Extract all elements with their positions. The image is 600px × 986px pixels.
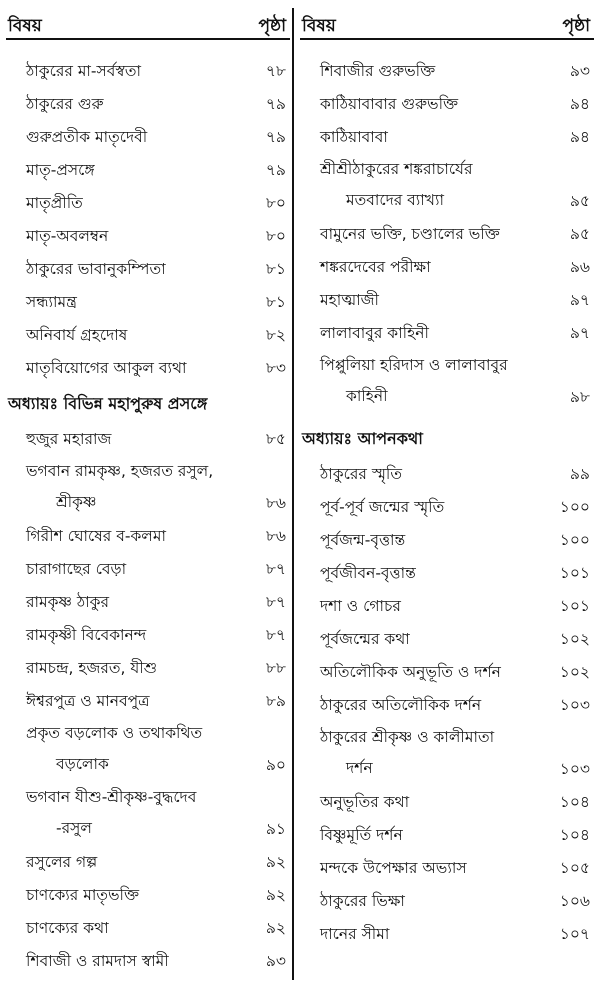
entry-title: ঠাকুরের স্মৃতি: [320, 465, 402, 483]
entry-title: ভগবান যীশু-শ্রীকৃষ্ণ-বুদ্ধদেব: [26, 788, 197, 806]
toc-entry: [6, 187, 290, 220]
entry-page-number: ১০৩: [559, 696, 590, 714]
entry-title: মন্দকে উপেক্ষার অভ্যাস: [320, 859, 467, 877]
toc-entry: [300, 623, 594, 656]
entry-page-number: ১০১: [559, 564, 590, 582]
entry-page-number: ৮৭: [265, 560, 286, 578]
entry-page-number: ৯২: [265, 919, 286, 937]
toc-entry: [300, 885, 594, 918]
entry-page-number: ১০০: [559, 498, 590, 516]
entry-title: কাঠিয়াবাবার গুরুভক্তি: [320, 95, 459, 113]
entry-title: গিরীশ ঘোষের ব-কলমা: [26, 527, 166, 545]
entry-title: মাতৃ-অবলম্বন: [26, 227, 109, 245]
entry-page-number: ১০১: [559, 597, 590, 615]
entry-title: ঈশ্বরপুত্র ও মানবপুত্র: [26, 692, 150, 710]
right-column: [300, 0, 594, 951]
toc-entry: [6, 154, 290, 187]
entry-title: বামুনের ভক্তি, চণ্ডালের ভক্তি: [320, 225, 500, 243]
entry-title: অনুভূতির কথা: [320, 793, 410, 811]
entry-page-number: ৯৩: [569, 62, 590, 80]
toc-entry: [6, 846, 290, 879]
entry-title: চারাগাছের বেড়া: [26, 560, 127, 578]
entry-title-continued: শ্রীকৃষ্ণ: [56, 493, 97, 511]
entry-title: ঠাকুরের মা-সর্বস্বতা: [26, 62, 141, 80]
toc-entry: [6, 253, 290, 286]
toc-entry: [300, 918, 594, 951]
entry-title: মাতৃপ্রীতি: [26, 194, 83, 212]
section-heading: অধ্যায়ঃ বিভিন্ন মহাপুরুষ প্রসঙ্গে: [8, 394, 208, 413]
entry-page-number: ৯৪: [569, 128, 590, 146]
entry-title: অনিবার্য গ্রহদোষ: [26, 326, 128, 344]
toc-entry: [6, 782, 290, 846]
section-entry-list: [300, 458, 594, 951]
section-heading: অধ্যায়ঃ আপনকথা: [302, 429, 423, 448]
toc-entry: [300, 590, 594, 623]
entry-title: চাণক্যের মাতৃভক্তি: [26, 886, 140, 904]
column-header: [300, 0, 594, 40]
entry-title: পূর্বজীবন-বৃত্তান্ত: [320, 564, 416, 582]
entry-list: [6, 55, 290, 385]
toc-entry: [300, 458, 594, 491]
entry-page-number: ৯৪: [569, 95, 590, 113]
entry-title: মহাত্মাজী: [320, 291, 379, 309]
entry-page-number: ৮৮: [265, 659, 286, 677]
entry-title-continued: বড়লোক: [56, 755, 109, 773]
toc-entry: [6, 586, 290, 619]
toc-entry: [6, 88, 290, 121]
entry-title: রামকৃষ্ণ ঠাকুর: [26, 593, 110, 611]
toc-entry: [6, 423, 290, 456]
entry-title: রসুলের গল্প: [26, 853, 98, 871]
entry-title: কাঠিয়াবাবা: [320, 128, 388, 146]
entry-page-number: ৮৩: [265, 359, 286, 377]
entry-title: ঠাকুরের ভিক্ষা: [320, 892, 405, 910]
section-entry-list: [6, 423, 290, 978]
entry-title: মাতৃ-প্রসঙ্গে: [26, 161, 95, 179]
entry-page-number: ৯৫: [569, 192, 590, 210]
toc-entry: [6, 553, 290, 586]
toc-entry: [300, 722, 594, 786]
entry-page-number: ৭৮: [265, 62, 286, 80]
entry-page-number: ৮০: [265, 194, 286, 212]
entry-page-number: ৯৬: [569, 258, 590, 276]
entry-page-number: ৯৩: [265, 952, 286, 970]
header-page: পৃষ্ঠা: [562, 16, 590, 36]
entry-title: ভগবান রামকৃষ্ণ, হজরত রসুল,: [26, 462, 214, 480]
entry-title: ঠাকুরের অতিলৌকিক দর্শন: [320, 696, 482, 714]
toc-entry: [300, 819, 594, 852]
entry-title: শঙ্করদেবের পরীক্ষা: [320, 258, 431, 276]
toc-entry: [6, 520, 290, 553]
entry-title: রামচন্দ্র, হজরত, যীশু: [26, 659, 158, 677]
entry-page-number: ৮৭: [265, 626, 286, 644]
entry-title: পূর্বজন্ম-বৃত্তান্ত: [320, 531, 406, 549]
entry-page-number: ৯০: [265, 756, 286, 774]
toc-entry: [6, 685, 290, 718]
toc-entry: [300, 121, 594, 154]
toc-entry: [6, 879, 290, 912]
entry-title-continued: মতবাদের ব্যাখ্যা: [346, 191, 444, 209]
entry-page-number: ৯৫: [569, 225, 590, 243]
entry-title: লালাবাবুর কাহিনী: [320, 324, 429, 342]
entry-page-number: ৭৯: [265, 161, 286, 179]
toc-entry: [6, 619, 290, 652]
header-page: পৃষ্ঠা: [258, 16, 286, 36]
entry-page-number: ৮১: [265, 293, 286, 311]
entry-page-number: ৮৫: [265, 430, 286, 448]
entry-page-number: ১০০: [559, 531, 590, 549]
entry-page-number: ৯৭: [569, 291, 590, 309]
toc-entry: [6, 352, 290, 385]
entry-title: হুজুর মহারাজ: [26, 430, 112, 448]
entry-title: পিপ্পুলিয়া হরিদাস ও লালাবাবুর: [320, 356, 508, 374]
toc-entry: [6, 652, 290, 685]
entry-title-continued: কাহিনী: [346, 387, 388, 405]
entry-title: ঠাকুরের ভাবানুকম্পিতা: [26, 260, 166, 278]
entry-page-number: ৮১: [265, 260, 286, 278]
toc-entry: [300, 852, 594, 885]
column-divider: [292, 8, 294, 980]
entry-title: পূর্বজন্মের কথা: [320, 630, 410, 648]
entry-page-number: ১০৬: [559, 892, 590, 910]
entry-page-number: ৯৮: [569, 388, 590, 406]
entry-title: চাণক্যের কথা: [26, 919, 109, 937]
toc-entry: [300, 689, 594, 722]
entry-list: [300, 55, 594, 414]
toc-entry: [6, 912, 290, 945]
toc-entry: [300, 317, 594, 350]
entry-title: দানের সীমা: [320, 925, 390, 943]
toc-entry: [6, 319, 290, 352]
entry-title: বিষ্ণুমূর্তি দর্শন: [320, 826, 403, 844]
toc-entry: [300, 524, 594, 557]
entry-page-number: ৭৯: [265, 95, 286, 113]
entry-page-number: ৮২: [265, 326, 286, 344]
entry-page-number: ৯৭: [569, 324, 590, 342]
toc-entry: [300, 350, 594, 414]
entry-title: গুরুপ্রতীক মাতৃদেবী: [26, 128, 148, 146]
entry-title: সন্ধ্যামন্ত্র: [26, 293, 77, 311]
toc-entry: [6, 220, 290, 253]
entry-title-continued: -রসুল: [56, 819, 92, 837]
entry-page-number: ৯২: [265, 886, 286, 904]
toc-entry: [6, 718, 290, 782]
toc-entry: [300, 88, 594, 121]
entry-title: শ্রীশ্রীঠাকুরের শঙ্করাচার্যের: [320, 160, 473, 178]
toc-entry: [300, 218, 594, 251]
entry-page-number: ৯২: [265, 853, 286, 871]
entry-page-number: ১০৪: [559, 826, 590, 844]
left-column: [6, 0, 290, 978]
entry-title: প্রকৃত বড়লোক ও তথাকথিত: [26, 724, 203, 742]
entry-title: শিবাজী ও রামদাস স্বামী: [26, 952, 169, 970]
entry-page-number: ৮০: [265, 227, 286, 245]
entry-title: পূর্ব-পূর্ব জন্মের স্মৃতি: [320, 498, 445, 516]
entry-page-number: ৮৭: [265, 593, 286, 611]
toc-entry: [300, 284, 594, 317]
entry-title: ঠাকুরের গুরু: [26, 95, 104, 113]
toc-entry: [6, 55, 290, 88]
header-topic: বিষয়: [8, 16, 42, 36]
entry-page-number: ১০৭: [559, 925, 590, 943]
toc-entry: [300, 251, 594, 284]
entry-title: ঠাকুরের শ্রীকৃষ্ণ ও কালীমাতা: [320, 728, 495, 746]
header-topic: বিষয়: [302, 16, 336, 36]
entry-title: রামকৃষ্ণী বিবেকানন্দ: [26, 626, 147, 644]
entry-title: শিবাজীর গুরুভক্তি: [320, 62, 436, 80]
toc-entry: [300, 656, 594, 689]
toc-entry: [300, 55, 594, 88]
entry-page-number: ১০৫: [559, 859, 590, 877]
toc-entry: [6, 456, 290, 520]
toc-entry: [6, 945, 290, 978]
entry-page-number: ৮৯: [265, 692, 286, 710]
entry-page-number: ১০২: [559, 663, 590, 681]
entry-page-number: ১০৩: [559, 760, 590, 778]
toc-entry: [6, 121, 290, 154]
entry-page-number: ৯৯: [569, 465, 590, 483]
entry-page-number: ৭৯: [265, 128, 286, 146]
toc-entry: [300, 557, 594, 590]
toc-entry: [300, 154, 594, 218]
toc-entry: [6, 286, 290, 319]
entry-title: দশা ও গোচর: [320, 597, 401, 615]
entry-page-number: ৮৬: [265, 527, 286, 545]
entry-title: মাতৃবিয়োগের আকুল ব্যথা: [26, 359, 187, 377]
toc-entry: [300, 491, 594, 524]
column-header: [6, 0, 290, 40]
toc-entry: [300, 786, 594, 819]
entry-page-number: ১০৪: [559, 793, 590, 811]
entry-page-number: ৯১: [265, 820, 286, 838]
entry-title: অতিলৌকিক অনুভূতি ও দর্শন: [320, 663, 501, 681]
entry-title-continued: দর্শন: [346, 759, 373, 777]
entry-page-number: ১০২: [559, 630, 590, 648]
entry-page-number: ৮৬: [265, 494, 286, 512]
